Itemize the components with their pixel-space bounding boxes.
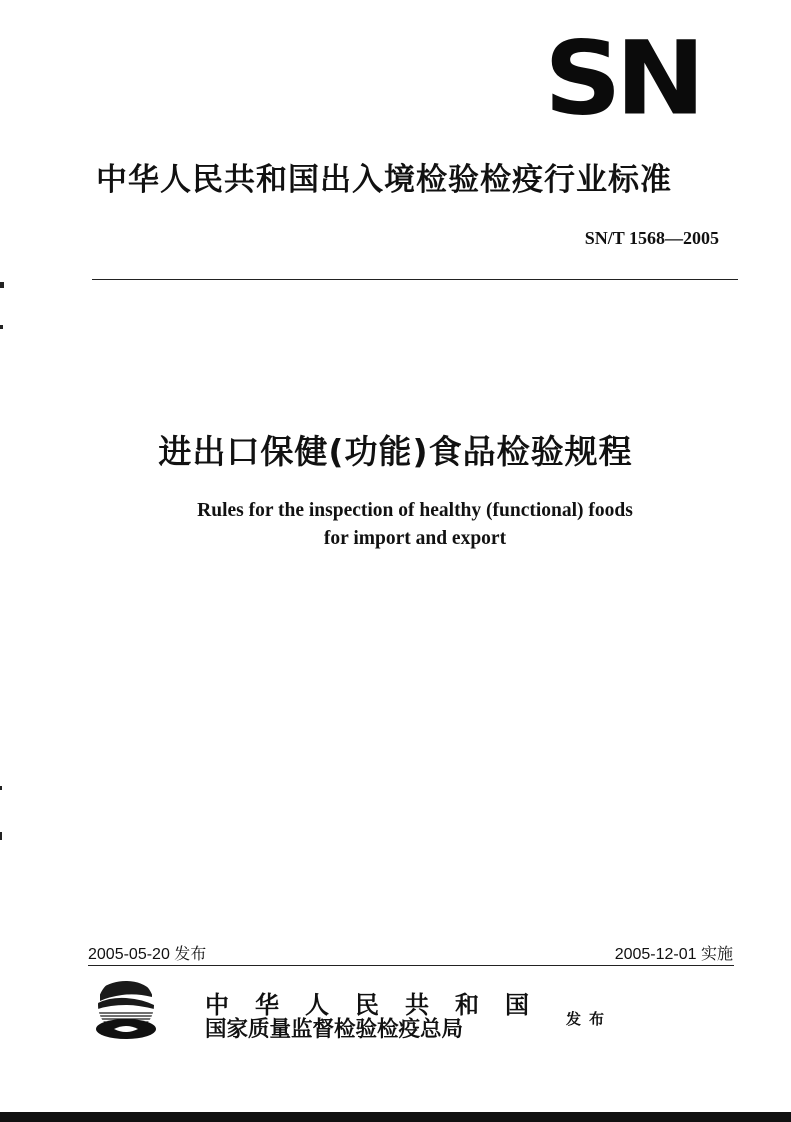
issuer-agency-name: 国家质量监督检验检疫总局: [205, 1017, 464, 1042]
page-bottom-border: [0, 1112, 791, 1122]
scan-artifact: [0, 786, 2, 790]
publish-label: 发布: [566, 1010, 613, 1028]
english-title-line-1: Rules for the inspection of healthy (functional) foods: [197, 500, 633, 521]
implementation-date: 2005-12-01 实施: [614, 946, 733, 963]
standard-code: SN/T 1568—2005: [584, 228, 719, 248]
chinese-title: 进出口保健(功能)食品检验规程: [158, 432, 633, 471]
scan-artifact: [0, 282, 4, 288]
issuer-country-name: 中华人民共和国: [205, 990, 555, 1019]
aqsiq-emblem-icon: [92, 975, 160, 1041]
english-title-line-2: for import and export: [323, 528, 507, 549]
issue-date: 2005-05-20 发布: [88, 946, 207, 963]
footer-divider: [88, 965, 734, 966]
sn-logo: SN: [544, 18, 700, 138]
organization-title: 中华人民共和国出入境检验检疫行业标准: [96, 162, 672, 198]
scan-artifact: [0, 325, 3, 329]
header-divider: [92, 279, 738, 280]
scan-artifact: [0, 832, 2, 840]
